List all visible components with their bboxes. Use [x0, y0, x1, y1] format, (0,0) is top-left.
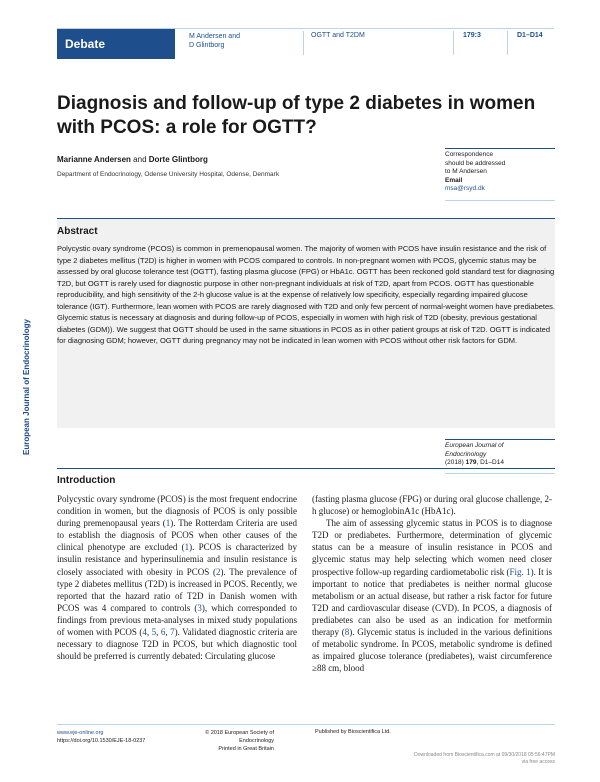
author-name: Dorte Glintborg	[148, 155, 208, 164]
text-run: ). The Rotterdam Criteria are used to establish the diagnosis of PCOS when other causes of the clinical phenotype are excluded (	[57, 518, 297, 553]
article-type-badge: Debate	[57, 29, 175, 59]
text-run: ). The prevalence of type 2 diabetes mellitus (T2D) is increased in PCOS. Recently, we reported that the hazard ratio of T2D in Danish women with PCOS was 4 compared to controls (	[57, 566, 297, 613]
reference-link[interactable]: 8	[344, 627, 350, 638]
intro-paragraph: (fasting plasma glucose (FPG) or during oral glucose challenge, 2-h glucose) or hemoglobinA1c (HbA1c).	[312, 494, 552, 517]
header-divider	[507, 31, 508, 55]
download-notice: Downloaded from Bioscientifica.com at 09/30/2018 05:56:47PM via free access	[414, 752, 555, 765]
affiliation: Department of Endocrinology, Odense University Hospital, Odense, Denmark	[57, 171, 280, 178]
header-pages: D1–D14	[517, 32, 543, 39]
text-run: ). Validated diagnostic criteria are necessary to diagnose T2D in PCOS, but which diagnostic tool should be preferred is currently debated: Circulating glucose	[57, 627, 298, 662]
reference-link[interactable]: 2	[215, 566, 221, 577]
text-run: ). Glycemic status is included in the various definitions of metabolic syndrome. In PCOS, metabolic syndrome is defined as impaired glucose tolerance (prediabetes), waist circumference ≥88 cm, blood	[312, 627, 553, 674]
citation-box: European Journal of Endocrinology (2018) 179, D1–D14	[445, 439, 555, 474]
author-joiner: and	[130, 155, 149, 164]
intro-column-left	[57, 493, 297, 662]
author-name: Marianne Andersen	[57, 155, 131, 164]
header-volume: 179:3	[463, 32, 481, 39]
reference-link[interactable]: 5	[151, 627, 157, 638]
text-run: The aim of assessing glycemic status in PCOS is to diagnose T2D or prediabetes. Furthermore, determination of glycemic status can be a measure of insulin resistance in PCOS and glycemic status may help selecting which women need closer prospective follow-up regarding cardiometabolic risk (	[312, 518, 552, 577]
copyright: © 2018 European Society of Endocrinology Printed in Great Britain	[205, 730, 274, 752]
doi-link[interactable]: https://doi.org/10.1530/EJE-18-0237	[57, 738, 146, 744]
abstract-text: Polycystic ovary syndrome (PCOS) is common in premenopausal women. The majority of women with PCOS have insulin resistance and the risk of type 2 diabetes mellitus (T2D) is higher in women with PCOS compared to controls. In non-pregnant women with PCOS, glycemic status may be assessed by oral glucose tolerance test (OGTT), fasting plasma glucose (FPG) or HbA1c. OGTT has been reckoned gold standard test for diagnosing T2D, but OGTT is rarely used for diagnostic purpose in other non-pregnant individuals at risk of T2D, apart from PCOS. OGTT has questionable reproducibility, and high sensitivity of the 2-h glucose value is at the expense of relatively low specificity, especially regarding impaired glucose tolerance (IGT). Furthermore, lean women with PCOS are rarely diagnosed with T2D and only few percent of normal-weight women have prediabetes. Glycemic status is necessary at diagnosis and during follow-up of PCOS, especially in women with high risk of T2D (obesity, previous gestational diabetes (GDM)). We suggest that OGTT should be used in the same situations in PCOS as in other patient groups at risk of T2D. OGTT is indicated for diagnosing GDM; however, OGTT during pregnancy may not be indicated in lean women with PCOS without other risk factors for GDM.	[57, 244, 556, 345]
footer-links	[57, 729, 145, 745]
reference-link[interactable]: 4	[142, 627, 147, 638]
header-topic: OGTT and T2DM	[311, 32, 365, 39]
journal-url-link[interactable]: www.eje-online.org	[57, 730, 104, 736]
reference-link[interactable]: Fig. 1	[509, 566, 531, 577]
header-divider	[303, 31, 304, 55]
publisher: Published by Bioscientifica Ltd.	[315, 729, 391, 735]
intro-paragraph	[57, 493, 297, 662]
reference-link[interactable]: 1	[184, 542, 190, 553]
email-link[interactable]: msa@rsyd.dk	[445, 185, 485, 192]
header-divider	[453, 31, 454, 55]
running-header	[57, 28, 554, 58]
header-authors: M Andersen and D Glintborg	[189, 33, 240, 49]
text-run: ), which corresponded to findings from previous meta-analyses in mixed study populations of women with PCOS (	[57, 602, 297, 638]
journal-side-label: European Journal of Endocrinology	[22, 318, 31, 455]
intro-heading: Introduction	[57, 475, 116, 486]
text-run: ). It is important to notice that prediabetes is neither normal glucose metabolism or an actual disease, but rather a risk factor for future T2D and cardiovascular disease (CVD). In PCOS, a diagnosis of prediabetes can also be used as an indication for metformin therapy (	[312, 566, 552, 638]
text-run: ,	[165, 627, 171, 638]
intro-column-right	[312, 493, 552, 674]
footer-divider	[57, 724, 555, 725]
reference-link[interactable]: 3	[197, 602, 202, 613]
author-list	[57, 155, 208, 164]
article-title: Diagnosis and follow-up of type 2 diabetes in women with PCOS: a role for OGTT?	[57, 93, 536, 138]
correspondence-box: Correspondence should be addressed to M Andersen Email msa@rsyd.dk	[445, 148, 555, 201]
text-run: ,	[146, 627, 152, 638]
abstract-heading: Abstract	[57, 226, 98, 237]
text-run: Polycystic ovary syndrome (PCOS) is the most frequent endocrine condition in women, but the diagnosis of PCOS is only possible during premenopausal years (	[57, 494, 297, 529]
reference-link[interactable]: 1	[165, 518, 171, 529]
text-run: ,	[156, 627, 161, 638]
text-run: ). PCOS is characterized by insulin resistance and hyperinsulinemia and insulin resistance is closely associated with obesity in PCOS (	[57, 542, 297, 577]
section-divider	[57, 468, 555, 469]
intro-paragraph	[312, 517, 552, 674]
reference-link[interactable]: 6	[160, 627, 166, 638]
reference-link[interactable]: 7	[170, 627, 175, 638]
